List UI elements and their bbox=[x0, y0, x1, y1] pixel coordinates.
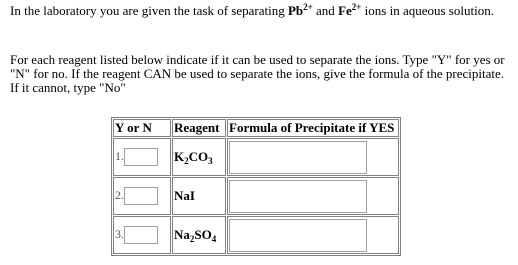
intro-text-part1: In the laboratory you are given the task of separating bbox=[10, 3, 288, 18]
lead-ion-charge: 2+ bbox=[303, 2, 313, 12]
formula-cell bbox=[227, 177, 399, 215]
answer-table bbox=[111, 117, 401, 256]
reagent-part: NaI bbox=[174, 188, 195, 203]
formula-input[interactable] bbox=[229, 219, 367, 252]
formula-cell bbox=[227, 216, 399, 254]
iron-ion-charge: 2+ bbox=[351, 2, 362, 12]
yn-cell bbox=[113, 216, 171, 254]
header-reagent: Reagent bbox=[172, 119, 226, 137]
reagent-part: CO bbox=[188, 149, 209, 164]
reagent-k2co3 bbox=[172, 138, 226, 176]
yn-input[interactable] bbox=[124, 187, 158, 205]
iron-ion bbox=[338, 3, 361, 18]
instructions-paragraph: For each reagent listed below indicate if it can be used to separate the ions. Type "Y" for yes or "N" for no. If the reagent CAN be used to separate the ions, give the formula of the precipitate. If it cannot, type "No" bbox=[10, 52, 505, 95]
table-row bbox=[113, 138, 399, 176]
row-number: 1. bbox=[115, 148, 124, 163]
header-y-or-n: Y or N bbox=[113, 119, 171, 137]
yn-input[interactable] bbox=[124, 148, 158, 166]
table-row bbox=[113, 216, 399, 254]
intro-paragraph bbox=[10, 4, 506, 18]
yn-cell bbox=[113, 177, 171, 215]
row-number: 3. bbox=[115, 226, 124, 241]
table-header-row bbox=[113, 119, 399, 137]
yn-cell bbox=[113, 138, 171, 176]
intro-text-part2: and bbox=[312, 3, 339, 18]
reagent-subscript: 2 bbox=[189, 234, 195, 244]
table-row bbox=[113, 177, 399, 215]
iron-ion-symbol: Fe bbox=[338, 3, 352, 18]
formula-cell bbox=[227, 138, 399, 176]
header-formula: Formula of Precipitate if YES bbox=[227, 119, 399, 137]
reagent-part: K bbox=[174, 149, 185, 164]
formula-input[interactable] bbox=[229, 180, 367, 213]
reagent-subscript: 4 bbox=[211, 234, 217, 244]
reagent-na2so4 bbox=[172, 216, 226, 254]
lead-ion bbox=[288, 3, 313, 18]
yn-input[interactable] bbox=[124, 226, 158, 244]
reagent-nai bbox=[172, 177, 226, 215]
reagent-part: SO bbox=[194, 227, 212, 242]
reagent-subscript: 3 bbox=[208, 156, 213, 166]
reagent-subscript: 2 bbox=[184, 156, 189, 166]
row-number: 2. bbox=[115, 187, 124, 202]
formula-input[interactable] bbox=[229, 141, 367, 174]
lead-ion-symbol: Pb bbox=[287, 3, 304, 18]
intro-text-part3: ions in aqueous solution. bbox=[361, 3, 494, 18]
reagent-part: Na bbox=[174, 227, 190, 242]
